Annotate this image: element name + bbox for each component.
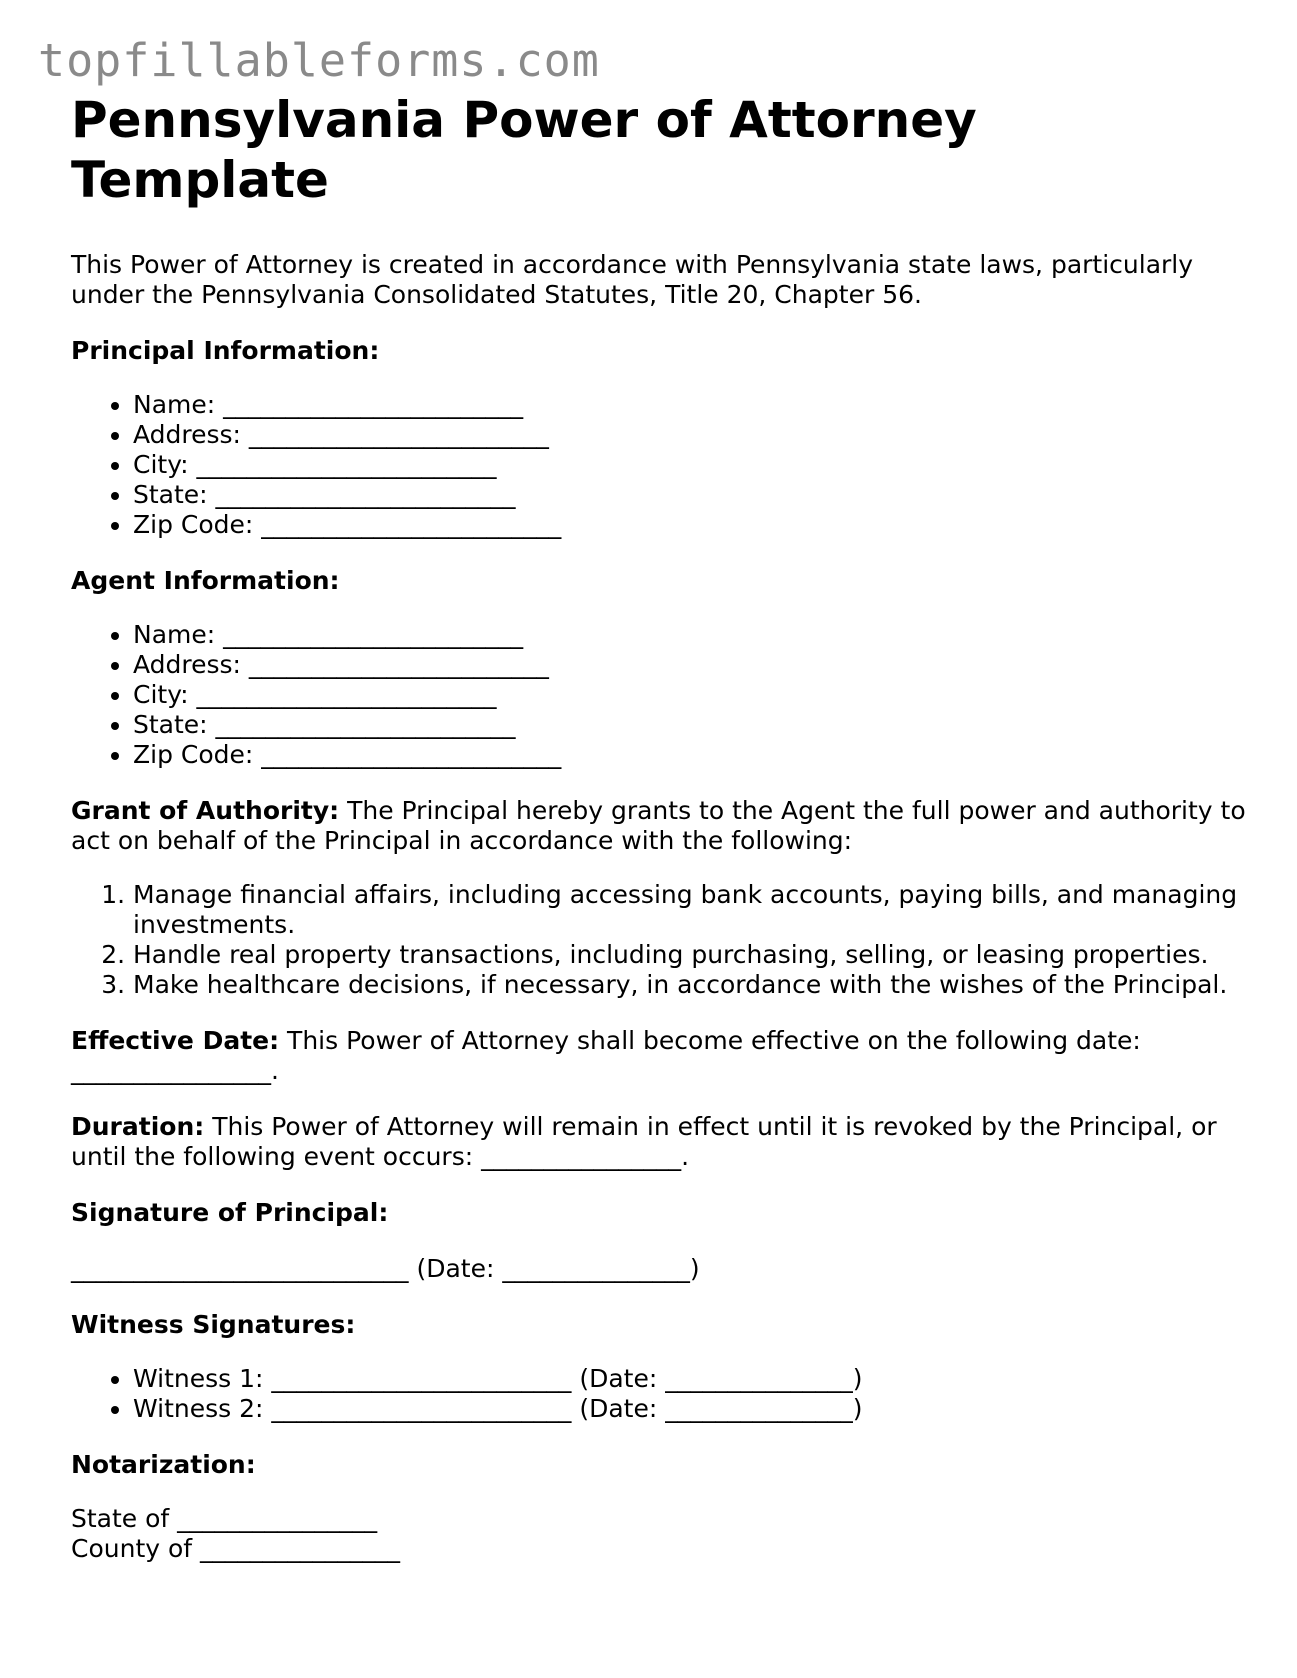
witness-2-signature-line[interactable]: • Witness 2: ________________________ (Date: _______________) — [133, 1394, 1251, 1424]
principal-fields — [71, 390, 1251, 540]
power-item: 2. Handle real property transactions, including purchasing, selling, or leasing properties. — [133, 940, 1251, 970]
principal-zip-field[interactable]: • Zip Code: ________________________ — [133, 510, 1251, 540]
effective-date-label: Effective Date: — [71, 1026, 280, 1055]
grant-text: The Principal hereby grants to the Agent the full power and authority to act on behalf of the Principal in accordance with the following: — [71, 796, 1246, 855]
grant-paragraph — [71, 796, 1251, 856]
principal-name-field[interactable]: • Name: ________________________ — [133, 390, 1251, 420]
agent-heading: Agent Information: — [71, 566, 340, 595]
signature-heading: Signature of Principal: — [71, 1198, 389, 1227]
witness-1-signature-line[interactable]: • Witness 1: ________________________ (Date: _______________) — [133, 1364, 1251, 1394]
agent-zip-field[interactable]: • Zip Code: ________________________ — [133, 740, 1251, 770]
agent-address-field[interactable]: • Address: ________________________ — [133, 650, 1251, 680]
witness-list — [71, 1364, 1251, 1424]
principal-heading: Principal Information: — [71, 336, 380, 365]
document — [71, 90, 1251, 1564]
principal-city-field[interactable]: • City: ________________________ — [133, 450, 1251, 480]
principal-signature-line[interactable]: ___________________________ (Date: _______________) — [71, 1254, 700, 1283]
notary-state-line[interactable]: State of ________________ — [71, 1504, 378, 1533]
effective-date-paragraph[interactable] — [71, 1026, 1251, 1086]
duration-text: This Power of Attorney will remain in effect until it is revoked by the Principal, or until the following event occurs: ________________. — [71, 1112, 1217, 1171]
effective-date-text: This Power of Attorney shall become effective on the following date: ________________. — [71, 1026, 1141, 1085]
witness-heading: Witness Signatures: — [71, 1310, 356, 1339]
notary-block — [71, 1504, 1251, 1564]
watermark: topfillableforms.com — [38, 34, 600, 87]
agent-city-field[interactable]: • City: ________________________ — [133, 680, 1251, 710]
powers-list — [71, 880, 1251, 1000]
grant-label: Grant of Authority: — [71, 796, 340, 825]
duration-paragraph[interactable] — [71, 1112, 1251, 1172]
power-item: 1. Manage financial affairs, including accessing bank accounts, paying bills, and managing investments. — [133, 880, 1251, 940]
principal-state-field[interactable]: • State: ________________________ — [133, 480, 1251, 510]
duration-label: Duration: — [71, 1112, 205, 1141]
agent-state-field[interactable]: • State: ________________________ — [133, 710, 1251, 740]
agent-fields — [71, 620, 1251, 770]
power-item: 3. Make healthcare decisions, if necessary, in accordance with the wishes of the Principal. — [133, 970, 1251, 1000]
page-title: Pennsylvania Power of Attorney Template — [71, 91, 977, 209]
principal-address-field[interactable]: • Address: ________________________ — [133, 420, 1251, 450]
intro-paragraph: This Power of Attorney is created in accordance with Pennsylvania state laws, particularly under the Pennsylvania Consolidated Statutes, Title 20, Chapter 56. — [71, 250, 1194, 309]
notarization-heading: Notarization: — [71, 1450, 256, 1479]
agent-name-field[interactable]: • Name: ________________________ — [133, 620, 1251, 650]
notary-county-line[interactable]: County of ________________ — [71, 1534, 401, 1563]
